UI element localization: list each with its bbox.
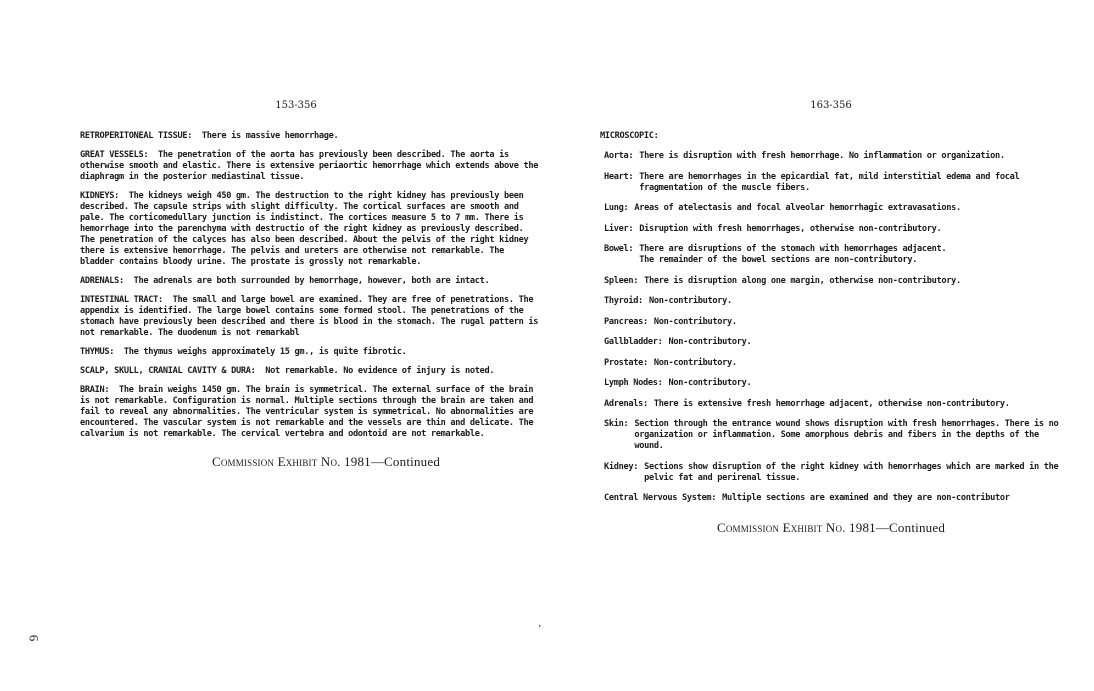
finding-label: SCALP, SKULL, CRANIAL CAVITY & DURA: bbox=[80, 366, 256, 376]
right-page bbox=[600, 100, 1062, 536]
organ-label: Thyroid: bbox=[604, 296, 643, 306]
organ-label: Spleen: bbox=[604, 275, 639, 286]
finding-paragraph bbox=[80, 295, 542, 339]
organ-label: Skin: bbox=[604, 419, 629, 429]
finding-text: Not remarkable. No evidence of injury is noted. bbox=[265, 366, 495, 376]
organ-finding: There are disruptions of the stomach with hemorrhages adjacent. The remainder of the bowel sections are non-contributory. bbox=[639, 244, 947, 265]
document-code: 163-356 bbox=[810, 100, 852, 111]
finding-label: THYMUS: bbox=[80, 347, 115, 357]
microscopic-row bbox=[600, 462, 1062, 484]
finding-text: The kidneys weigh 450 gm. The destruction to the right kidney has previously been described. The capsule strips with slight difficulty. The cortical surfaces are smooth and pale. The corticomedullary junction is indistinct. The cortices measure 5 to 7 mm. There is hemorrhage into the parenchyma with destructio of the right kidney as previously described. The penetration of the calyces has also been described. About the pelvis of the right kidney there is extensive hemorrhage. The pelvis and ureters are otherwise not remarkable. The bladder contains bloody urine. The prostate is grossly not remarkable. bbox=[80, 191, 534, 267]
exhibit-caption-suffix: 1981—Continued bbox=[845, 520, 946, 535]
organ-finding: Non-contributory. bbox=[649, 296, 732, 306]
organ-finding: Non-contributory. bbox=[668, 378, 752, 388]
finding-label: KIDNEYS: bbox=[80, 191, 119, 201]
page-number: 6 bbox=[26, 634, 42, 642]
organ-label: Liver: bbox=[604, 223, 634, 234]
finding-paragraph bbox=[80, 347, 542, 358]
exhibit-caption-prefix: Commission Exhibit No. bbox=[716, 520, 846, 535]
organ-finding: Disruption with fresh hemorrhages, otherwise non-contributory. bbox=[639, 223, 942, 234]
exhibit-caption-suffix: 1981—Continued bbox=[340, 454, 441, 469]
microscopic-row bbox=[600, 358, 1062, 369]
finding-text: The penetration of the aorta has previously been described. The aorta is otherwise smooth and elastic. There is extensive periaortic hemorrhage which extends above the diaphragm in the posterior mediastinal tissue. bbox=[80, 150, 544, 182]
finding-label: ADRENALS: bbox=[80, 276, 124, 286]
microscopic-row bbox=[600, 337, 1062, 348]
microscopic-row bbox=[600, 276, 1062, 287]
microscopic-row bbox=[600, 203, 1062, 214]
organ-finding: Areas of atelectasis and focal alveolar hemorrhagic extravasations. bbox=[634, 203, 961, 213]
organ-label: Lymph Nodes: bbox=[604, 378, 663, 388]
organ-label: Pancreas: bbox=[604, 316, 648, 327]
finding-text: The small and large bowel are examined. They are free of penetrations. The appendix is identified. The large bowel contains some formed stool. The penetrations of the stomach have previously been described and there is blood in the stomach. The rugal pattern is not remarkable. The duodenum is not remarkabl bbox=[80, 295, 544, 338]
microscopic-row bbox=[600, 399, 1062, 410]
organ-label: Bowel: bbox=[604, 244, 634, 254]
microscopic-row bbox=[600, 172, 1062, 194]
finding-text: There is massive hemorrhage. bbox=[201, 131, 339, 141]
finding-paragraph bbox=[80, 191, 542, 268]
organ-finding: Non-contributory. bbox=[653, 316, 737, 327]
exhibit-caption bbox=[80, 454, 542, 470]
organ-finding: There is extensive fresh hemorrhage adjacent, otherwise non-contributory. bbox=[653, 398, 1010, 409]
organ-label: Gallbladder: bbox=[604, 337, 663, 347]
organ-label: Central Nervous System: bbox=[604, 493, 717, 503]
organ-finding: Non-contributory. bbox=[653, 357, 737, 368]
organ-finding: There is disruption along one margin, otherwise non-contributory. bbox=[644, 275, 961, 286]
microscopic-row bbox=[600, 317, 1062, 328]
organ-label: Adrenals: bbox=[604, 398, 648, 409]
organ-finding: Multiple sections are examined and they are non-contributor bbox=[722, 493, 1010, 503]
organ-label: Prostate: bbox=[604, 357, 648, 368]
left-page bbox=[80, 100, 542, 470]
finding-text: The adrenals are both surrounded by hemorrhage, however, both are intact. bbox=[133, 276, 490, 286]
organ-finding: Non-contributory. bbox=[668, 337, 752, 347]
finding-paragraph bbox=[80, 276, 542, 287]
microscopic-row bbox=[600, 151, 1062, 162]
scan-mark: ʼ bbox=[538, 624, 542, 635]
microscopic-row bbox=[600, 378, 1062, 389]
finding-label: RETROPERITONEAL TISSUE: bbox=[80, 131, 193, 141]
finding-paragraph bbox=[80, 366, 542, 377]
microscopic-row bbox=[600, 244, 1062, 266]
autopsy-gross-findings bbox=[80, 131, 542, 440]
organ-label: Heart: bbox=[604, 171, 634, 182]
finding-paragraph bbox=[80, 150, 542, 183]
document-code: 153-356 bbox=[275, 100, 317, 111]
microscopic-row bbox=[600, 493, 1062, 504]
exhibit-caption bbox=[600, 520, 1062, 536]
exhibit-caption-prefix: Commission Exhibit No. bbox=[211, 454, 341, 469]
organ-label: Lung: bbox=[604, 203, 629, 213]
organ-finding: There are hemorrhages in the epicardial fat, mild interstitial edema and focal fragmentation of the muscle fibers. bbox=[639, 171, 1025, 193]
microscopic-row bbox=[600, 419, 1062, 452]
finding-label: INTESTINAL TRACT: bbox=[80, 295, 163, 305]
finding-text: The thymus weighs approximately 15 gm., is quite fibrotic. bbox=[123, 347, 407, 357]
organ-finding: There is disruption with fresh hemorrhage. No inflammation or organization. bbox=[639, 151, 1005, 161]
organ-label: Aorta: bbox=[604, 151, 634, 161]
microscopic-row bbox=[600, 296, 1062, 307]
finding-label: GREAT VESSELS: bbox=[80, 150, 149, 160]
organ-label: Kidney: bbox=[604, 461, 639, 472]
microscopic-heading: MICROSCOPIC: bbox=[600, 131, 659, 141]
finding-label: BRAIN: bbox=[80, 385, 110, 395]
microscopic-findings bbox=[600, 151, 1062, 504]
finding-text: The brain weighs 1450 gm. The brain is symmetrical. The external surface of the brain is not remarkable. Configuration is normal. Multiple sections through the brain are taken and fail to reveal any abnormalities. The ventricular system is symmetrical. No abnormalities are encountered. The vascular system is not remarkable and the vessels are thin and delicate. The calvarium is not remarkable. The cervical vertebra and odontoid are not remarkable. bbox=[80, 385, 539, 439]
organ-finding: Sections show disruption of the right kidney with hemorrhages which are marked in the pelvic fat and perirenal tissue. bbox=[644, 461, 1064, 483]
organ-finding: Section through the entrance wound shows disruption with fresh hemorrhages. There is no organization or inflammation. Some amorphous debris and fibers in the depths of the wound. bbox=[634, 419, 1064, 451]
finding-paragraph bbox=[80, 385, 542, 440]
finding-paragraph bbox=[80, 131, 542, 142]
microscopic-row bbox=[600, 224, 1062, 235]
